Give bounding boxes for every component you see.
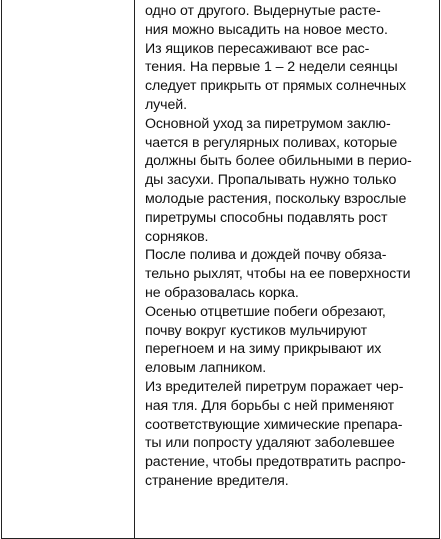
text-line: ты или попросту удаляют заболевшее [145,435,395,452]
text-line: тельно рыхлят, чтобы на ее поверхности [145,266,411,283]
text-line: следует прикрыть от прямых солнечных [145,78,407,95]
table-cell-text [145,2,435,491]
text-line: ния можно высадить на новое место. [145,21,388,38]
text-line: растение, чтобы предотвратить распро- [145,454,406,471]
text-line: перегноем и на зиму прикрывают их [145,341,382,358]
text-line: должны быть более обильными в перио- [145,153,412,170]
text-line: соответствующие химические препара- [145,416,403,433]
text-line: странение вредителя. [145,472,289,489]
text-line: После полива и дождей почву обяза- [145,247,387,264]
table-right-border [439,0,440,539]
text-line: почву вокруг кустиков мульчируют [145,322,368,339]
text-line: ды засухи. Пропалывать нужно только [145,172,397,189]
table-column-divider [134,0,135,539]
text-line: одно от другого. Выдернутые расте- [145,3,381,19]
text-line: Осенью отцветшие побеги обрезают, [145,303,386,320]
text-line: Из ящиков пересаживают все рас- [145,40,370,57]
text-line: еловым лапником. [145,360,267,377]
text-line: сорняков. [145,228,209,245]
text-line: ная тля. Для борьбы с ней применяют [145,397,395,414]
table-left-border [1,0,2,539]
text-line: Из вредителей пиретрум поражает чер- [145,378,404,395]
text-line: тения. На первые 1 – 2 недели сеянцы [145,59,398,76]
text-line: лучей. [145,96,187,113]
text-line: молодые растения, поскольку взрослые [145,190,407,207]
text-line: не образовалась корка. [145,284,299,301]
text-line: пиретрумы способны подавлять рост [145,209,388,226]
text-line: чается в регулярных поливах, которые [145,134,398,151]
text-line: Основной уход за пиретрумом заклю- [145,115,391,132]
